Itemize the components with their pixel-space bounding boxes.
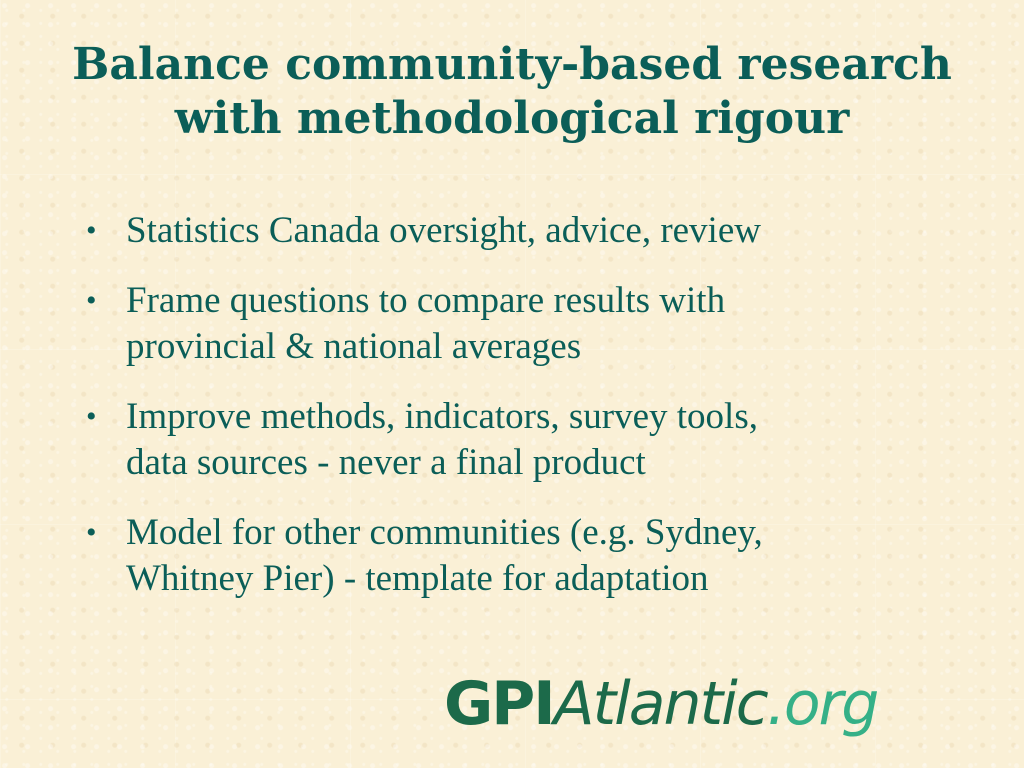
bullet-text-line-1: Statistics Canada oversight, advice, review [126, 210, 761, 251]
slide-title [0, 38, 1024, 146]
bullet-dot-icon: • [86, 284, 97, 317]
bullet-text-line-2: Whitney Pier) - template for adaptation [126, 558, 709, 599]
bullet-item-3 [86, 394, 986, 486]
bullet-dot-icon: • [86, 400, 97, 433]
bullet-dot-icon: • [86, 214, 97, 247]
logo-org: .org [766, 669, 878, 739]
bullet-text-line-2: data sources - never a final product [126, 442, 646, 483]
bullet-text-line-1: Model for other communities (e.g. Sydney, [126, 512, 763, 553]
bullet-item-1 [86, 208, 986, 254]
logo-atlantic: Atlantic [553, 669, 767, 739]
bullet-dot-icon: • [86, 516, 97, 549]
bullet-item-2 [86, 278, 986, 370]
bullet-text-line-1: Improve methods, indicators, survey tools, [126, 396, 758, 437]
bullet-item-4 [86, 510, 986, 602]
slide-title-line-1: Balance community-based research [72, 39, 952, 90]
logo-gpi: GPI [444, 669, 554, 739]
bullet-text-line-1: Frame questions to compare results with [126, 280, 726, 321]
gpi-atlantic-logo [444, 664, 877, 744]
bullet-text-line-2: provincial & national averages [126, 326, 582, 367]
bullet-list [86, 208, 986, 626]
slide-title-line-2: with methodological rigour [174, 93, 850, 144]
